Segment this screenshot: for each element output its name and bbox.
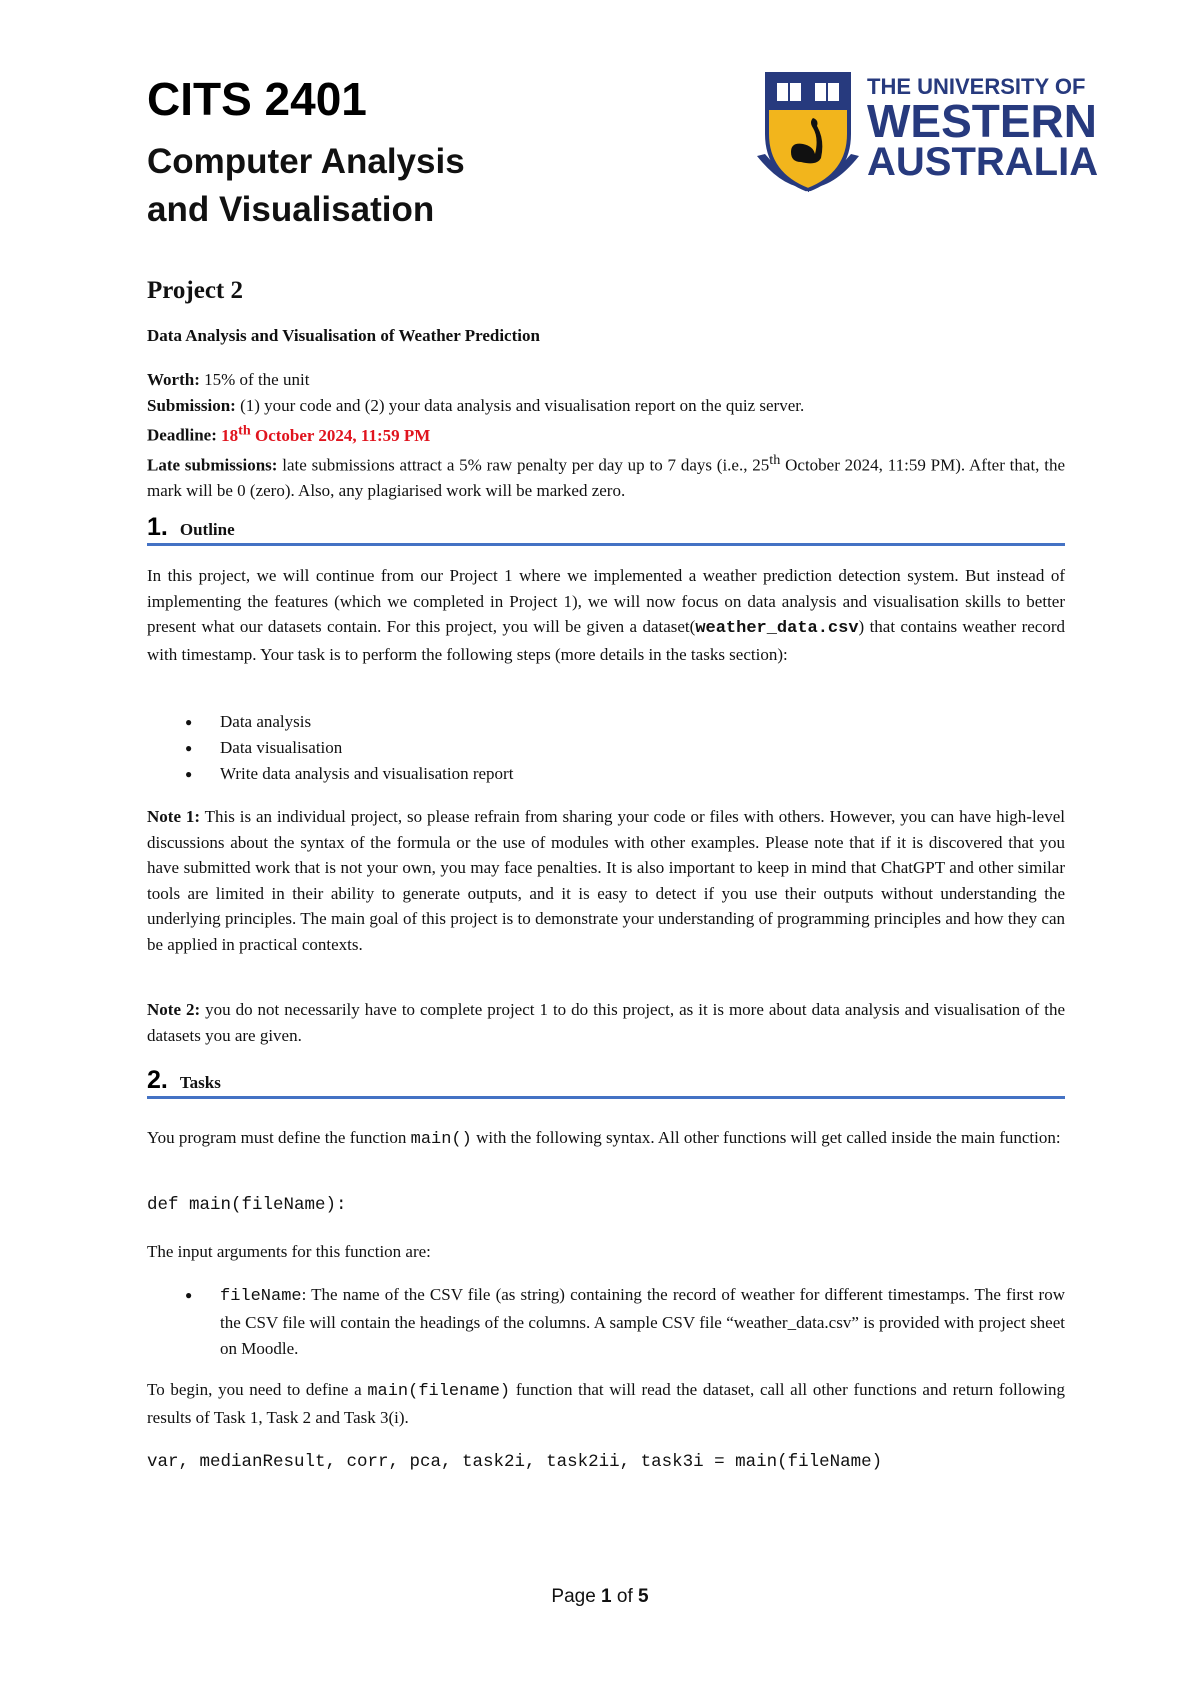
- project-subtitle: Data Analysis and Visualisation of Weather Prediction: [147, 326, 540, 345]
- worth-line: [147, 367, 1065, 393]
- outline-steps-list: [147, 709, 1065, 787]
- note-2-paragraph: Note 2: you do not necessarily have to complete project 1 to do this project, as it is more about data analysis and visualisation of the datasets you are given.: [147, 1000, 1065, 1045]
- page-footer: Page 1 of 5: [551, 1586, 649, 1607]
- args-list: [147, 1282, 1065, 1362]
- late-label: Late submissions:: [147, 455, 278, 475]
- project-info: [147, 367, 1065, 504]
- university-wordmark: [867, 70, 1113, 182]
- submission-value: (1) your code and (2) your data analysis and visualisation report on the quiz server.: [235, 395, 805, 415]
- main-signature-code: def main(fileName):: [147, 1195, 347, 1215]
- crest-motto: SEEK WISDOM: [782, 191, 834, 198]
- section-number: 1.: [147, 513, 168, 541]
- worth-label: Worth:: [147, 370, 200, 389]
- inline-code-main-filename: main(filename): [367, 1382, 511, 1401]
- begin-paragraph: To begin, you need to define a main(filename) function that will read the dataset, call all other functions and return following results of Task 1, Task 2 and Task 3(i).: [147, 1380, 1065, 1427]
- main-return-code: var, medianResult, corr, pca, task2i, task2ii, task3i = main(fileName): [147, 1452, 883, 1472]
- dataset-filename: weather_data.csv: [695, 619, 859, 638]
- outline-paragraph: In this project, we will continue from our Project 1 where we implemented a weather prediction detection system. But instead of implementing the features (which we completed in Project 1), we will now focus on data analysis and visualisation skills to better present what our datasets contain. For this project, you will be given a dataset(weather_data.csv) that contains weather record with timestamp. Your task is to perform the following steps (more details in the tasks section):: [147, 566, 1065, 664]
- deadline-line: [147, 418, 1065, 448]
- section-outline-heading: [147, 513, 1065, 546]
- course-code: CITS 2401: [147, 73, 367, 125]
- course-name: [147, 138, 465, 234]
- course-name-line2: and Visualisation: [147, 190, 435, 229]
- section-title: Tasks: [179, 1073, 221, 1092]
- list-item: ● Data analysis: [147, 709, 1065, 735]
- list-item: ● Write data analysis and visualisation report: [147, 761, 1065, 787]
- course-name-line1: Computer Analysis: [147, 142, 465, 181]
- section-number: 2.: [147, 1066, 168, 1094]
- list-item: ● Data visualisation: [147, 735, 1065, 761]
- university-name-line1: THE UNIVERSITY OF: [867, 74, 1086, 99]
- section-title: Outline: [179, 520, 235, 539]
- deadline-value: 18th October 2024, 11:59 PM: [221, 422, 431, 445]
- university-logo: [753, 70, 1113, 198]
- list-item: ● fileName: The name of the CSV file (as string) containing the record of weather for different timestamps. The first row the CSV file will contain the headings of the columns. A sample CSV file “weather_data.csv” is provided with project sheet on Moodle.: [147, 1282, 1065, 1362]
- deadline-label: Deadline:: [147, 425, 217, 445]
- args-intro: The input arguments for this function are:: [147, 1242, 431, 1261]
- project-title: Project 2: [147, 277, 244, 304]
- uwa-crest-icon: [753, 70, 863, 198]
- worth-value: 15% of the unit: [199, 370, 310, 389]
- tasks-intro-paragraph: You program must define the function main() with the following syntax. All other functions will get called inside the main function:: [147, 1128, 1061, 1149]
- arg-filename: fileName: [220, 1287, 302, 1306]
- university-name-line2: WESTERN: [867, 95, 1097, 147]
- inline-code-main: main(): [410, 1130, 472, 1149]
- note-1-paragraph: Note 1: This is an individual project, so please refrain from sharing your code or files with others. However, you can have high-level discussions about the syntax of the formula or the use of modules with other examples. Please note that if it is discovered that you have submitted work that is not your own, you may face penalties. It is also important to keep in mind that ChatGPT and other similar tools are limited in their ability to generate outputs, and it is easy to detect if you use their outputs without understanding the underlying principles. The main goal of this project is to demonstrate your understanding of programming principles and how they can be applied in practical contexts.: [147, 807, 1065, 954]
- late-submissions-line: Late submissions: late submissions attract a 5% raw penalty per day up to 7 days (i.e., 25th October 2024, 11:59 PM). After that, the mark will be 0 (zero). Also, any plagiarised work will be marked zero.: [147, 452, 1066, 501]
- section-tasks-heading: [147, 1066, 1065, 1099]
- submission-label: Submission:: [147, 395, 236, 415]
- submission-line: [147, 393, 1065, 419]
- university-name-line3: AUSTRALIA: [867, 140, 1099, 184]
